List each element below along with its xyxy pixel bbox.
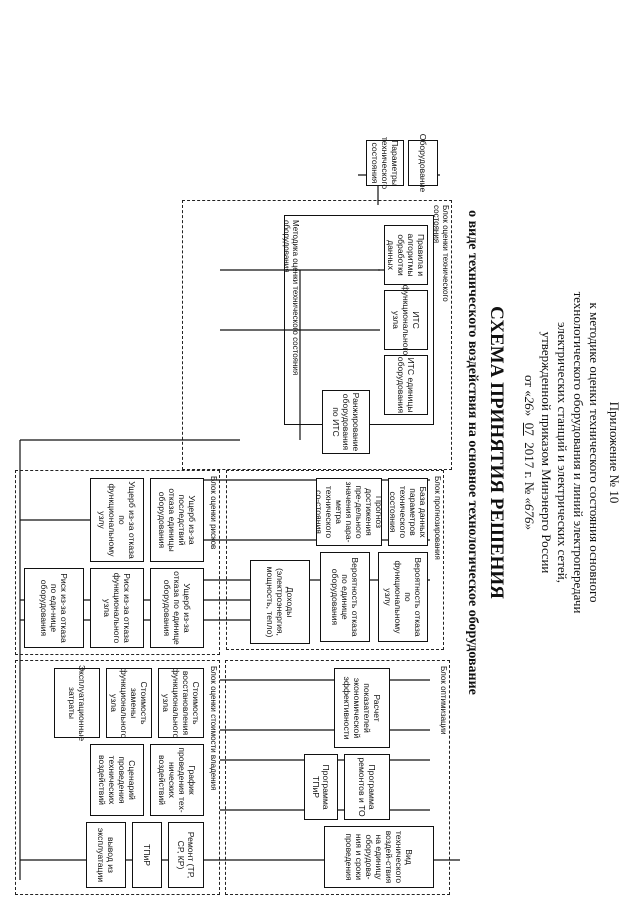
date-year: 2017 г. № [522, 442, 537, 495]
prob-node-box: Вероятность отказа по функциональному узлу [378, 552, 428, 642]
spacer-frame [245, 190, 445, 470]
appendix-line-4: утвержденной приказом Минэнерго России [539, 331, 554, 574]
cost-block-label: Блок оценки стоимости владения [209, 666, 218, 791]
equipment-box: Оборудование [408, 140, 438, 186]
date-month: 07 [522, 422, 537, 436]
appendix-line-1: к методике оценки технического состояния основного [587, 302, 602, 603]
calc-box: Расчет показателей экономической эффективности [334, 668, 390, 748]
its-node-box: ИТС функционального узла [384, 290, 428, 350]
income-box: Доходы (электроэнергия, мощность, тепло) [250, 560, 310, 644]
damage-unit-box: Ущерб из-за отказа по единице оборудования [150, 568, 204, 648]
risk-node-box: Риск из-за отказа функционального узла [90, 568, 144, 648]
program-repair-box: Программа ремонтов и ТО [344, 754, 390, 820]
its-unit-box: ИТС единицы оборудования [384, 355, 428, 415]
order-number: «676» [522, 497, 537, 531]
schedule-box: График проведения тех-нических воздействий [150, 744, 204, 816]
date-sep: » [522, 409, 537, 417]
repair-box: Ремонт (ТР, СР, КР) [168, 822, 204, 888]
method-label: Методика оценки технического состояния оборудования [282, 220, 300, 376]
kind-box: Вид технического воздей-ствия на единицу оборудова-ния и сроки проведения [324, 826, 434, 888]
damage-node-box: Ущерб из-за отказа по функциональному узлу [90, 478, 144, 562]
cost-restore-box: Стоимость восстановления функционального узла [158, 668, 204, 738]
forecast-block-label: Блок прогнозирования [433, 476, 442, 560]
appendix-number: Приложение № 10 [607, 401, 622, 504]
opex-box: Эксплуатационные затраты [54, 668, 100, 738]
rules-box: Правила и алгоритмы обработки данных [384, 225, 428, 285]
tpir-box: ТПиР [132, 822, 162, 888]
cost-replace-box: Стоимость замены функционального узла [106, 668, 152, 738]
decom-box: вывод из эксплуатации [86, 822, 126, 888]
scenario-box: Сценарий проведения технических воздействий [90, 744, 144, 816]
opt-block-label: Блок оптимизации [439, 666, 448, 735]
page-subtitle: о виде технического воздействия на основное технологическое оборудование [465, 210, 480, 695]
date-day: 26 [522, 396, 537, 410]
risk-unit-box: Риск из-за отказа по еди-нице оборудования [24, 568, 84, 648]
params-box: Параметры технического состояния [366, 140, 404, 186]
damage-fail-box: Ущерб из-за последствий отказа единицы оборудования [150, 478, 204, 562]
date-prefix: от « [522, 374, 537, 397]
program-tpir-box: Программа ТПиР [304, 754, 338, 820]
prognosis-box: Прогноз достижения пре-дельного значения пара-метра технического со-стояния [316, 478, 382, 546]
tech-state-block-label: Блок оценки технического состояния [432, 205, 450, 302]
page-title: СХЕМА ПРИНЯТИЯ РЕШЕНИЯ [486, 306, 507, 599]
db-box: База данных параметров технического состояния [388, 478, 428, 546]
prob-unit-box: Вероятность отказа по единице оборудования [320, 552, 370, 642]
ranking-box: Ранжирование оборудования по ИТС [322, 390, 370, 454]
appendix-line-3: электрических станций и электрических сетей, [555, 322, 570, 583]
risk-block-label: Блок оценки рисков [209, 476, 218, 550]
appendix-line-2: технологического оборудования и линий электропередачи [571, 291, 586, 614]
